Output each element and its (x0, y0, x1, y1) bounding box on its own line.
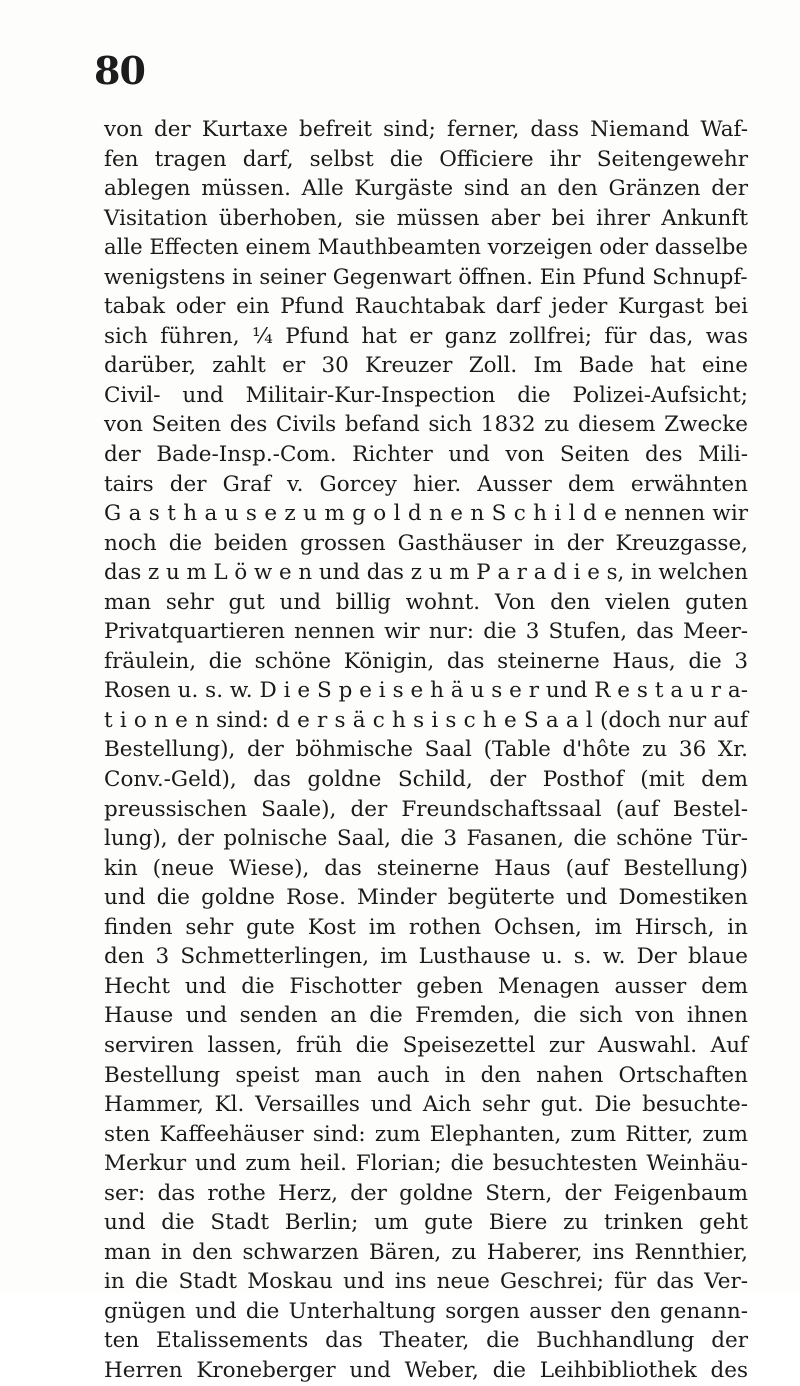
text-line: ten Etalissements das Theater, die Buchhandlung der (104, 1328, 748, 1354)
text-line: finden sehr gute Kost im rothen Ochsen, im Hirsch, in (104, 914, 748, 940)
text-line: man sehr gut und billig wohnt. Von den vielen guten (104, 589, 748, 615)
text-line: noch die beiden grossen Gasthäuser in der Kreuzgasse, (104, 530, 748, 556)
text-line: Bestellung speist man auch in den nahen Ortschaften (104, 1062, 748, 1088)
text-line: t i o n e n sind: d e r s ä c h s i s c h e S a a l (doch nur auf (104, 707, 748, 733)
text-line: Hause und senden an die Fremden, die sich von ihnen (104, 1003, 748, 1029)
text-line: Merkur und zum heil. Florian; die besuchtesten Weinhäu- (104, 1151, 748, 1177)
text-line: Rosen u. s. w. D i e S p e i s e h ä u s e r und R e s t a u r a- (104, 678, 748, 704)
text-line: Conv.-Geld), das goldne Schild, der Posthof (mit dem (104, 767, 748, 793)
text-line: fräulein, die schöne Königin, das steinerne Haus, die 3 (104, 648, 748, 674)
text-line: G a s t h a u s e z u m g o l d n e n S c h i l d e nennen wir (104, 501, 748, 527)
text-line: von der Kurtaxe befreit sind; ferner, dass Niemand Waf- (104, 117, 748, 142)
text-line: und die goldne Rose. Minder begüterte und Domestiken (104, 885, 748, 911)
text-line: preussischen Saale), der Freundschaftssaal (auf Bestel- (104, 796, 748, 822)
text-line: Hammer, Kl. Versailles und Aich sehr gut. Die besuchte- (104, 1092, 748, 1118)
text-line: von Seiten des Civils befand sich 1832 zu diesem Zwecke (104, 412, 748, 438)
text-line: lung), der polnische Saal, die 3 Fasanen, die schöne Tür- (104, 826, 748, 852)
text-line: darüber, zahlt er 30 Kreuzer Zoll. Im Bade hat eine (104, 353, 748, 379)
text-line: Civil- und Militair-Kur-Inspection die Polizei-Aufsicht; (104, 382, 748, 408)
text-line: den 3 Schmetterlingen, im Lusthause u. s. w. Der blaue (104, 944, 748, 970)
text-line: Visitation überhoben, sie müssen aber bei ihrer Ankunft (104, 205, 748, 231)
page-number: 80 (94, 48, 145, 93)
text-line: ablegen müssen. Alle Kurgäste sind an den Gränzen der (104, 176, 748, 202)
text-line: man in den schwarzen Bären, zu Haberer, ins Rennthier, (104, 1239, 748, 1265)
text-line: Bestellung), der böhmische Saal (Table d'hôte zu 36 Xr. (104, 737, 748, 763)
text-line: der Bade-Insp.-Com. Richter und von Seiten des Mili- (104, 442, 748, 468)
text-line: wenigstens in seiner Gegenwart öffnen. Ein Pfund Schnupf- (104, 264, 748, 290)
text-line: in die Stadt Moskau und ins neue Geschrei; für das Ver- (104, 1269, 748, 1295)
text-line: serviren lassen, früh die Speisezettel zur Auswahl. Auf (104, 1032, 748, 1058)
text-line: tairs der Graf v. Gorcey hier. Ausser dem erwähnten (104, 471, 748, 497)
text-line: und die Stadt Berlin; um gute Biere zu trinken geht (104, 1210, 748, 1236)
text-line: Hecht und die Fischotter geben Menagen ausser dem (104, 973, 748, 999)
text-line: kin (neue Wiese), das steinerne Haus (auf Bestellung) (104, 855, 748, 881)
text-line: Herren Kroneberger und Weber, die Leihbibliothek des (104, 1357, 748, 1383)
text-line: ser: das rothe Herz, der goldne Stern, der Feigenbaum (104, 1180, 748, 1206)
text-line: gnügen und die Unterhaltung sorgen ausser den genann- (104, 1298, 748, 1324)
body-text (104, 115, 748, 1386)
text-line: das z u m L ö w e n und das z u m P a r a d i e s, in welchen (104, 560, 748, 586)
text-line: fen tragen darf, selbst die Officiere ihr Seitengewehr (104, 146, 748, 172)
text-line: Privatquartieren nennen wir nur: die 3 Stufen, das Meer- (104, 619, 748, 645)
text-line: tabak oder ein Pfund Rauchtabak darf jeder Kurgast bei (104, 294, 748, 320)
text-line: alle Effecten einem Mauthbeamten vorzeigen oder dasselbe (104, 235, 748, 261)
text-line: sten Kaffeehäuser sind: zum Elephanten, zum Ritter, zum (104, 1121, 748, 1147)
text-line: sich führen, ¼ Pfund hat er ganz zollfrei; für das, was (104, 323, 748, 349)
